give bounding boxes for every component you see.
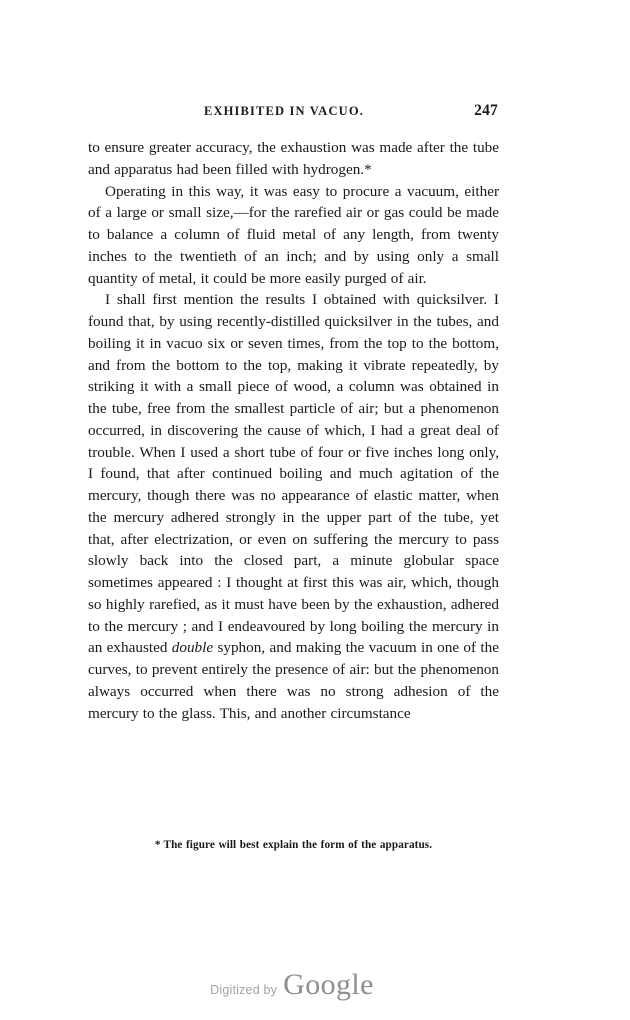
digitized-by-google-watermark [0,968,630,1002]
footnote [88,838,499,853]
paragraph-operating: Operating in this way, it was easy to procure a vacuum, either of a large or small size,—for the rarefied air or gas could be made to balance a column of fluid metal of any length, from twenty inches to the twentieth of an inch; and by using only a small quantity of metal, it could be more easily purged of air. [88,182,499,287]
paragraph-quicksilver-part-2: syphon, and making the vacuum in one of the curves, to prevent entirely the presence of air: but the phenomenon always occurred when there was no strong adhesion of the mercury to the glass. This, and another circumstance [88,639,499,722]
watermark-brand: Google [283,968,374,1001]
emphasis-double: double [171,639,214,657]
paragraph-quicksilver [88,289,499,724]
footnote-marker: * [154,839,161,851]
watermark-prefix: Digitized by [210,983,278,997]
page-number: 247 [474,102,498,119]
footnote-text: The figure will best explain the form of the apparatus. [163,839,433,851]
running-head [88,104,498,124]
paragraph-hydrogen: to ensure greater accuracy, the exhaustion was made after the tube and apparatus had been filled with hydrogen.* [88,139,499,178]
footnote-zone [88,838,499,853]
body-text-column [88,137,499,724]
running-head-title: EXHIBITED IN VACUO. [204,104,364,118]
paragraph-quicksilver-part-1: I shall first mention the results I obtained with quicksilver. I found that, by using recently-distilled quicksilver in the tubes, and boiling it in vacuo six or seven times, from the top to the bottom, and from the bottom to the top, making it vibrate repeatedly, by striking it with a small piece of wood, a column was obtained in the tube, free from the smallest particle of air; but a phenomenon occurred, in discovering the cause of which, I had a great deal of trouble. When I used a short tube of four or five inches long only, I found, that after continued boiling and much agitation of the mercury, though there was no appearance of elastic matter, when the mercury adhered strongly in the upper part of the tube, yet that, after electrization, or even on suffering the mercury to pass slowly back into the closed part, a minute globular space sometimes appeared : I thought at first this was air, which, though so highly rarefied, as it must have been by the exhaustion, adhered to the mercury ; and I endeavoured by long boiling the mercury in an exhausted [88,291,499,657]
